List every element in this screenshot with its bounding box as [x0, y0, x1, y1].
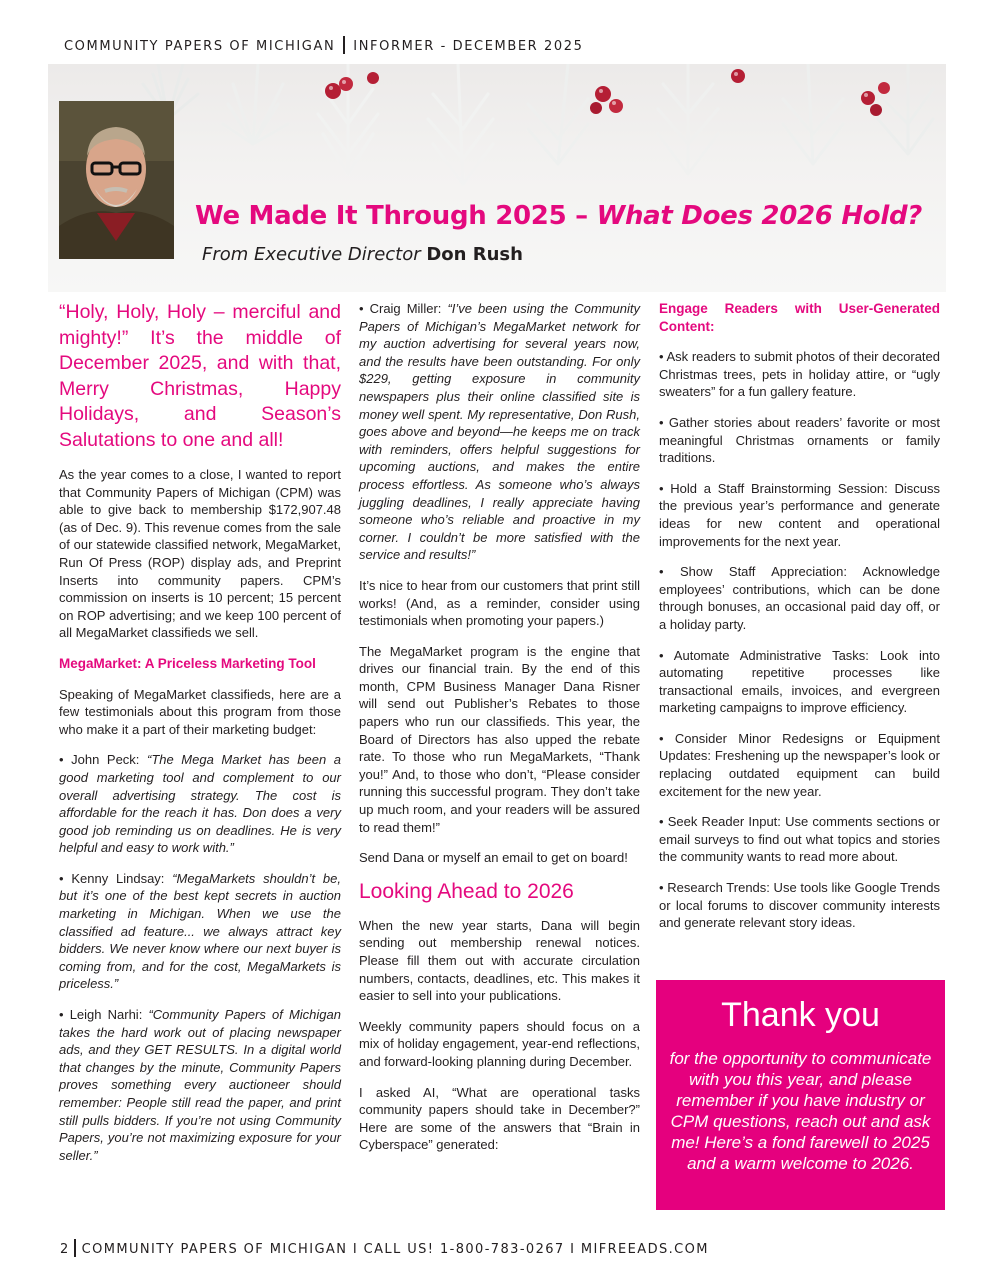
footer-text: COMMUNITY PAPERS OF MICHIGAN I CALL US! 1-800-783-0267 I MIFREEADS.COM: [81, 1242, 709, 1257]
section-heading-megamarket: MegaMarket: A Priceless Marketing Tool: [59, 655, 316, 671]
paragraph: It’s nice to hear from our customers that print still works! (And, as a reminder, consider using testimonials when promoting your papers.): [359, 577, 640, 629]
paragraph: Weekly community papers should focus on a mix of holiday engagement, year-end reflections, and forward-looking planning during December.: [359, 1018, 640, 1069]
list-item: • Research Trends: Use tools like Google Trends or local forums to discover community interests and generate relevant story ideas.: [659, 880, 940, 931]
testimonial-author: • Kenny Lindsay:: [59, 870, 173, 886]
testimonial-quote: “Community Papers of Michigan takes the hard work out of placing newspaper ads, and they GET RESULTS. In a digital world that changes by the minute, Community Papers proves something every auctioneer should remember: People still read the paper, and print still pulls bidders. If you’re not using Community Papers, you’re not maximizing exposure for your seller.”: [59, 1007, 341, 1163]
paragraph: Send Dana or myself an email to get on board!: [359, 850, 628, 866]
lead-paragraph: “Holy, Holy, Holy – merciful and mighty!” It’s the middle of December 2025, and with that, Merry Christmas, Happy Holidays, and Season’s Salutations to one and all!: [59, 301, 341, 451]
article-title: [195, 201, 922, 231]
testimonial: [359, 300, 640, 564]
title-italic: What Does 2026 Hold?: [596, 201, 923, 231]
running-header: [64, 36, 584, 54]
testimonial-quote: “I’ve been using the Community Papers of Michigan’s MegaMarket network for my auction advertising for several years now, and the results have been outstanding. For only $229, getting exposure in community newspapers plus their online classified site is money well spent. My representative, Don Rush, goes above and beyond—he keeps me on track with reminders, offers helpful suggestions for upcoming auctions, and makes the entire process effortless. As someone who’s always juggling deadlines, I really appreciate having someone who’s reliable and proactive in my corner. I couldn’t be more satisfied with the service and results!”: [359, 301, 640, 563]
paragraph: As the year comes to a close, I wanted to report that Community Papers of Michigan (CPM) was able to give back to membership $172,907.48 (as of Dec. 9). This revenue comes from the sale of our statewide classified network, MegaMarket, Run Of Press (ROP) display ads, and Preprint Inserts into community papers. CPM’s commission on inserts is 10 percent; 15 percent on ROP advertising; and we keep 100 percent of all MegaMarket classifieds we sell.: [59, 467, 341, 641]
page-number: 2: [60, 1242, 70, 1257]
issue-label: INFORMER - DECEMBER 2025: [353, 39, 584, 54]
paragraph: The MegaMarket program is the engine that drives our financial train. By the end of this month, CPM Business Manager Dana Risner will send out Publisher’s Rebates to those papers who run our classifieds. This year, the Board of Directors has also upped the rebate rate. To those who run MegaMarkets, “Thank you!” And, to those who don’t, “Please consider running this successful program. They don’t take up much room, and your readers will be assured to read them!”: [359, 643, 640, 835]
testimonial-author: • John Peck:: [59, 752, 147, 768]
portrait-illustration: [59, 101, 174, 259]
footer-divider: [74, 1239, 76, 1257]
byline: [202, 244, 523, 265]
paragraph: Speaking of MegaMarket classifieds, here are a few testimonials about this program from those who make it a part of their marketing budget:: [59, 686, 341, 737]
section-heading-engage: Engage Readers with User-Generated Content:: [659, 301, 940, 334]
list-item: • Hold a Staff Brainstorming Session: Discuss the previous year’s performance and generate ideas for new content and operational improvements for the next year.: [659, 480, 940, 549]
testimonial-quote: “MegaMarkets shouldn’t be, but it’s one of the best kept secrets in auction marketing in Michigan. When we use the classified ad feature... we always attract key bidders. We never know where our next buyer is coming from, and for the cost, MegaMarkets is priceless.”: [59, 870, 341, 992]
section-heading-looking-ahead: Looking Ahead to 2026: [359, 879, 574, 903]
list-item: • Gather stories about readers’ favorite or most meaningful Christmas ornaments or family traditions.: [659, 414, 940, 466]
list-item: • Seek Reader Input: Use comments sections or email surveys to find out what topics and stories the community wants to read more about.: [659, 814, 940, 865]
thank-you-title: Thank you: [721, 996, 880, 1034]
byline-prefix: From Executive Director: [202, 244, 427, 265]
publication-name: COMMUNITY PAPERS OF MICHIGAN: [64, 39, 336, 54]
column-1: [59, 300, 341, 1177]
title-main: We Made It Through 2025 –: [195, 201, 597, 231]
testimonial-quote: “The Mega Market has been a good marketing tool and complement to our overall advertising strategy. The cost is affordable for the reach it has. Don does a very good job reminding us on deadlines. He is very helpful and easy to work with.”: [59, 752, 341, 856]
column-3: [659, 300, 940, 945]
list-item: • Show Staff Appreciation: Acknowledge employees’ contributions, which can be done through bonuses, an occasional paid day off, or a holiday party.: [659, 564, 940, 632]
byline-name: Don Rush: [426, 244, 523, 265]
list-item: • Consider Minor Redesigns or Equipment Updates: Freshening up the newspaper’s look or replacing outdated equipment can build excitement for the new year.: [659, 730, 940, 799]
testimonial: [59, 870, 341, 993]
footer: [60, 1239, 709, 1257]
thank-you-box: [656, 980, 945, 1210]
paragraph: I asked AI, “What are operational tasks community papers should take in December?” Here are some of the answers that “Brain in Cyberspace” generated:: [359, 1084, 640, 1153]
author-photo: [59, 101, 174, 259]
column-2: [359, 300, 640, 1167]
list-item: • Ask readers to submit photos of their decorated Christmas trees, pets in holiday attire, or “ugly sweaters” for a fun gallery feature.: [659, 349, 940, 400]
thank-you-body: for the opportunity to communicate with you this year, and please remember if you have industry or CPM questions, reach out and ask me! Here’s a fond farewell to 2025 and a warm welcome to 2026.: [669, 1049, 932, 1173]
testimonial: [59, 1006, 341, 1164]
header-divider: [343, 36, 345, 54]
paragraph: When the new year starts, Dana will begin sending out membership renewal notices. Please fill them out with accurate circulation numbers, contacts, deadlines, etc. This makes it easier to sell into your publications.: [359, 917, 640, 1004]
list-item: • Automate Administrative Tasks: Look into automating repetitive processes like transactional emails, invoices, and evergreen marketing campaigns to improve efficiency.: [659, 647, 940, 716]
testimonial-author: • Leigh Narhi:: [59, 1007, 149, 1023]
testimonial-author: • Craig Miller:: [359, 301, 448, 316]
testimonial: [59, 751, 341, 857]
